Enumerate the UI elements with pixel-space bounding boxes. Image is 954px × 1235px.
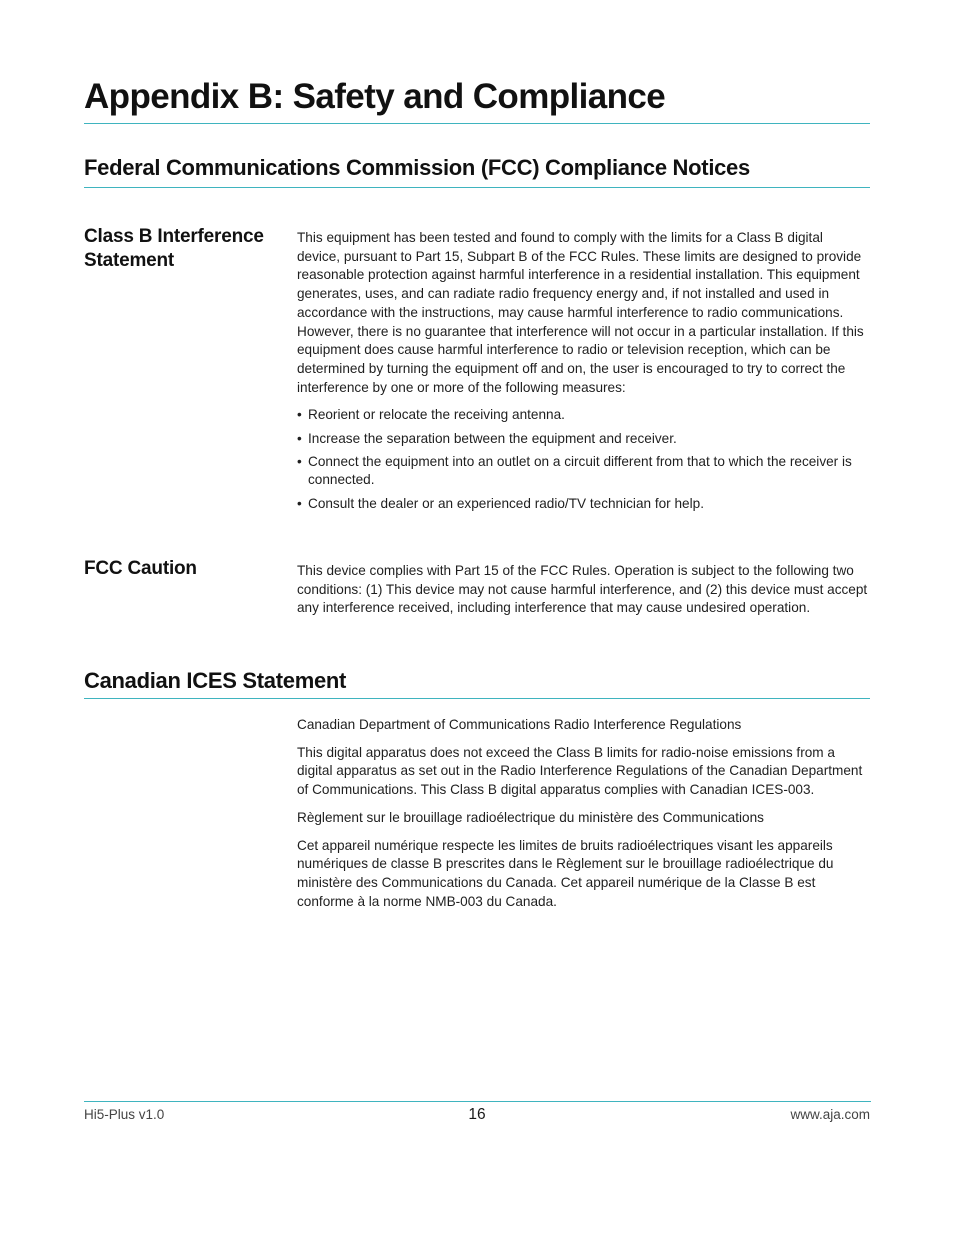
list-item: • Consult the dealer or an experienced radio/TV technician for help. (297, 495, 869, 514)
footer-page-number: 16 (468, 1106, 486, 1123)
page-title: Appendix B: Safety and Compliance (84, 77, 666, 116)
interference-measures-list (297, 406, 869, 513)
class-b-body (297, 229, 869, 518)
footer-product-version: Hi5-Plus v1.0 (84, 1107, 165, 1122)
list-item: • Increase the separation between the equipment and receiver. (297, 430, 869, 449)
list-item: • Connect the equipment into an outlet on a circuit different from that to which the receiver is connected. (297, 453, 869, 490)
ices-paragraph-2: This digital apparatus does not exceed the Class B limits for radio-noise emissions from a digital apparatus as set out in the Radio Interference Regulations of the Canadian Department of Communications. This Class B digital apparatus complies with Canadian ICES-003. (297, 744, 863, 798)
fcc-section-heading: Federal Communications Commission (FCC) Compliance Notices (84, 155, 750, 180)
ices-paragraph-4: Cet appareil numérique respecte les limites de bruits radioélectriques visant les appareils numériques de classe B prescrites dans le Règlement sur le brouillage radioélectrique du ministère des Communications du Canada. Cet appareil numérique de la Classe B est conforme à la norme NMB-003 du Canada. (297, 837, 834, 909)
footer-website: www.aja.com (790, 1107, 870, 1122)
class-b-paragraph: This equipment has been tested and found to comply with the limits for a Class B digital device, pursuant to Part 15, Subpart B of the FCC Rules. These limits are designed to provide reasonable protection against harmful interference in a residential installation. This equipment generates, uses, and can radiate radio frequency energy and, if not installed and used in accordance with the instructions, may cause harmful interference to radio communications. However, there is no guarantee that interference will not occur in a particular installation. If this equipment does cause harmful interference to radio or television reception, which can be determined by turning the equipment off and on, the user is encouraged to try to correct the interference by one or more of the following measures: (297, 230, 864, 395)
fcc-section-divider (84, 187, 870, 188)
fcc-caution-heading: FCC Caution (84, 558, 197, 579)
ices-paragraph-3: Règlement sur le brouillage radioélectrique du ministère des Communications (297, 809, 764, 825)
ices-section-heading: Canadian ICES Statement (84, 668, 347, 693)
title-divider (84, 123, 870, 124)
footer-divider (84, 1101, 871, 1102)
class-b-heading: Class B Interference Statement (84, 226, 264, 271)
fcc-caution-body (297, 562, 869, 627)
ices-section-divider (84, 698, 870, 699)
list-item: • Reorient or relocate the receiving antenna. (297, 406, 869, 425)
ices-paragraph-1: Canadian Department of Communications Radio Interference Regulations (297, 717, 742, 732)
ices-body (297, 716, 869, 920)
fcc-caution-paragraph: This device complies with Part 15 of the FCC Rules. Operation is subject to the following two conditions: (1) This device may not cause harmful interference, and (2) this device must accept any interference received, including interference that may cause undesired operation. (297, 563, 868, 616)
